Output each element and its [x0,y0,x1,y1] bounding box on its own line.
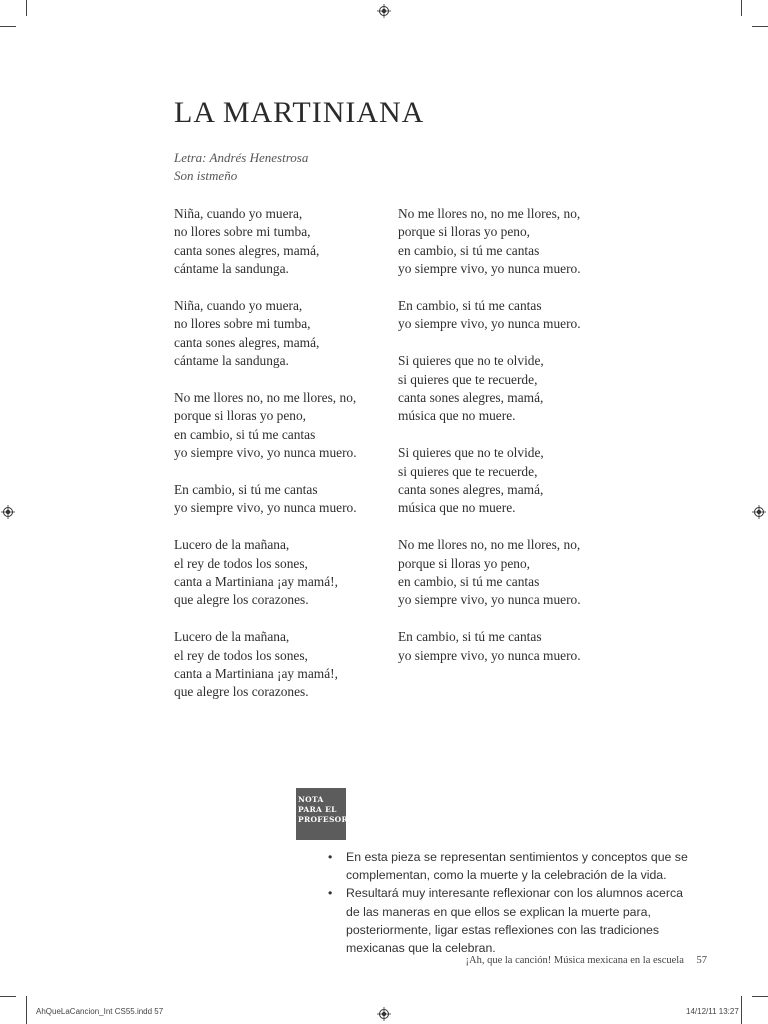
registration-mark-icon [377,1007,391,1021]
crop-mark-top-right-h [752,26,768,27]
lyric-line: Lucero de la mañana, [174,629,290,645]
lyric-line: En cambio, si tú me cantas [398,298,542,314]
genre-label: Son istmeño [174,168,238,183]
lyric-line: en cambio, si tú me cantas [398,242,540,258]
crop-mark-top-left-h [0,26,16,27]
lyric-line: que alegre los corazones. [174,684,309,700]
lyric-line: yo siempre vivo, yo nunca muero. [398,647,581,663]
lyric-line: en cambio, si tú me cantas [398,574,540,590]
stanza [174,389,389,463]
lyric-line: que alegre los corazones. [174,592,309,608]
stanza [174,536,389,610]
lyric-line: Si quieres que no te olvide, [398,445,544,461]
bullet-icon: • [328,886,333,901]
stanza [174,628,389,702]
lyric-line: En cambio, si tú me cantas [398,629,542,645]
lyrics-credit: Letra: Andrés Henestrosa [174,150,309,165]
lyric-line: canta sones alegres, mamá, [174,334,320,350]
crop-mark-bottom-right [741,996,742,1024]
lyric-line: yo siempre vivo, yo nunca muero. [398,261,581,277]
lyrics-left-column [174,205,389,720]
lyric-line: canta sones alegres, mamá, [398,482,544,498]
lyric-line: canta a Martiniana ¡ay mamá!, [174,666,338,682]
registration-mark-icon [1,505,15,519]
lyric-line: yo siempre vivo, yo nunca muero. [398,316,581,332]
stanza [398,297,613,334]
list-item [328,848,690,884]
lyric-line: En cambio, si tú me cantas [174,482,318,498]
lyric-line: si quieres que te recuerde, [398,371,538,387]
page-title: LA MARTINIANA [174,96,425,129]
stanza [174,481,389,518]
lyric-line: Niña, cuando yo muera, [174,298,303,314]
lyric-line: canta sones alegres, mamá, [174,242,320,258]
teacher-note-list [328,848,690,957]
lyric-line: canta a Martiniana ¡ay mamá!, [174,574,338,590]
lyric-line: no llores sobre mi tumba, [174,316,311,332]
registration-mark-icon [752,505,766,519]
teacher-note-label [296,788,349,840]
note-text: En esta pieza se representan sentimientos y conceptos que se complementan, como la muerte y la celebración de la vida. [346,850,688,883]
lyric-line: cántame la sandunga. [174,353,289,369]
crop-mark-bottom-left [26,996,27,1024]
stanza [398,352,613,426]
slug-timestamp: 14/12/11 13:27 [686,1007,739,1016]
lyrics-right-column [398,205,613,683]
registration-mark-icon [377,4,391,18]
stanza [398,536,613,610]
lyric-line: No me llores no, no me llores, no, [398,206,581,221]
footer-book-title: ¡Ah, que la canción! Música mexicana en la escuela [465,955,684,966]
lyric-line: porque si lloras yo peno, [174,408,307,424]
stanza [174,297,389,371]
lyric-line: No me llores no, no me llores, no, [398,537,581,553]
slug-file-name: AhQueLaCancion_Int CS55.indd 57 [36,1007,164,1016]
page-number: 57 [696,955,707,966]
note-text: Resultará muy interesante reflexionar con los alumnos acerca de las maneras en que ellos se explican la muerte para, posteriormente, ligar estas reflexiones con las tradiciones mexicanas que la celebran. [346,886,683,956]
lyric-line: Si quieres que no te olvide, [398,353,544,369]
lyric-line: si quieres que te recuerde, [398,463,538,479]
lyric-line: yo siempre vivo, yo nunca muero. [398,592,581,608]
lyric-line: Niña, cuando yo muera, [174,206,303,221]
bullet-icon: • [328,850,333,864]
note-label-line: PARA EL [298,805,337,814]
stanza [174,205,389,279]
lyric-line: en cambio, si tú me cantas [174,426,316,442]
crop-mark-top-right [741,0,742,16]
crop-mark-bottom-left-h [0,996,16,997]
list-item [328,884,690,957]
lyric-line: yo siempre vivo, yo nunca muero. [174,500,357,516]
lyric-line: el rey de todos los sones, [174,555,308,571]
crop-mark-bottom-right-h [752,996,768,997]
stanza [398,444,613,518]
note-label-line: PROFESOR [298,815,349,824]
stanza [398,628,613,665]
note-label-line: NOTA [298,795,324,804]
lyric-line: canta sones alegres, mamá, [398,390,544,406]
lyric-line: música que no muere. [398,500,516,516]
lyric-line: el rey de todos los sones, [174,647,308,663]
lyric-line: no llores sobre mi tumba, [174,224,311,240]
lyric-line: No me llores no, no me llores, no, [174,390,357,406]
lyric-line: Lucero de la mañana, [174,537,290,553]
lyric-line: yo siempre vivo, yo nunca muero. [174,445,357,461]
lyric-line: música que no muere. [398,408,516,424]
stanza [398,205,613,279]
crop-mark-top-left [26,0,27,16]
lyric-line: cántame la sandunga. [174,261,289,277]
page-footer [466,955,707,966]
lyric-line: porque si lloras yo peno, [398,224,531,240]
lyric-line: porque si lloras yo peno, [398,555,531,571]
